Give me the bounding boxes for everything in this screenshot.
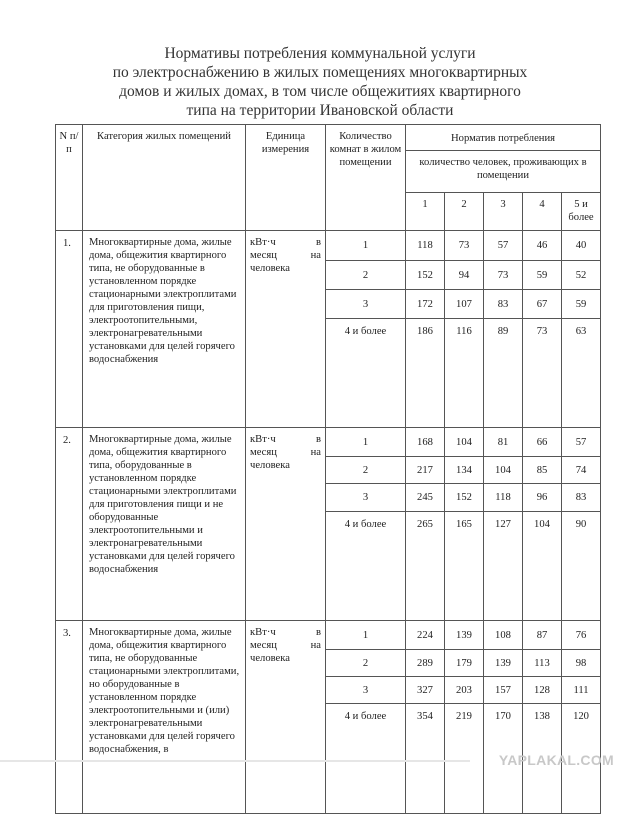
norm-value: 87 (523, 621, 562, 650)
unit-cell (246, 231, 326, 428)
rooms-cell: 3 (326, 484, 406, 512)
rooms-cell: 2 (326, 457, 406, 484)
norm-value: 289 (406, 650, 445, 677)
table-row (56, 621, 601, 650)
rooms-cell: 2 (326, 650, 406, 677)
document-title (0, 44, 640, 120)
unit-word: на (310, 250, 321, 261)
norm-value: 120 (562, 704, 601, 814)
rooms-cell: 4 и более (326, 319, 406, 428)
norm-value: 203 (445, 677, 484, 704)
norm-value: 76 (562, 621, 601, 650)
unit-word: на (310, 640, 321, 651)
norm-value: 104 (523, 512, 562, 621)
unit-word: месяц (250, 640, 277, 651)
rooms-cell: 4 и более (326, 704, 406, 814)
header-col: 3 (484, 193, 523, 231)
norm-value: 118 (406, 231, 445, 261)
norm-value: 74 (562, 457, 601, 484)
unit-word: в (315, 237, 321, 248)
category-cell: Многоквартирные дома, жилые дома, общежития квартирного типа, не оборудованные стационарными электроплитами, но оборудованные в установленном порядке электроотопительными и (или) электронагревательными установками для целей горячего водоснабжения, в (83, 621, 246, 814)
watermark-rule (0, 760, 470, 762)
norm-value: 152 (445, 484, 484, 512)
norm-value: 89 (484, 319, 523, 428)
unit-word: на (310, 447, 321, 458)
norm-value: 245 (406, 484, 445, 512)
title-line: типа на территории Ивановской области (186, 102, 454, 119)
unit-cell (246, 428, 326, 621)
norm-value: 134 (445, 457, 484, 484)
norm-value: 73 (445, 231, 484, 261)
norm-value: 172 (406, 290, 445, 319)
unit-word: человека (250, 263, 290, 274)
norm-value: 52 (562, 261, 601, 290)
norm-value: 138 (523, 704, 562, 814)
title-line: Нормативы потребления коммунальной услуги (164, 45, 476, 62)
norm-value: 104 (445, 428, 484, 457)
header-unit: Единица измерения (246, 125, 326, 231)
title-line: домов и жилых домах, в том числе общежитиях квартирного (119, 83, 521, 100)
norm-value: 165 (445, 512, 484, 621)
watermark: YAPLAKAL.COM (498, 752, 614, 768)
category-cell: Многоквартирные дома, жилые дома, общежития квартирного типа, не оборудованные в установленном порядке стационарными электроплитами для приготовления пищи, электроотопительными, электронагревательными установками для целей горячего водоснабжения (83, 231, 246, 428)
unit-word: кВт·ч (250, 434, 276, 445)
header-norm: Норматив потребления (406, 125, 601, 151)
norm-value: 108 (484, 621, 523, 650)
norm-value: 83 (562, 484, 601, 512)
norm-value: 139 (445, 621, 484, 650)
norm-value: 40 (562, 231, 601, 261)
norm-value: 354 (406, 704, 445, 814)
unit-text (250, 433, 321, 472)
title-line: по электроснабжению в жилых помещениях многоквартирных (112, 64, 528, 81)
norm-value: 59 (562, 290, 601, 319)
norm-value: 186 (406, 319, 445, 428)
row-number: 3. (56, 621, 83, 814)
norm-value: 94 (445, 261, 484, 290)
unit-word: человека (250, 460, 290, 471)
unit-cell (246, 621, 326, 814)
norm-value: 63 (562, 319, 601, 428)
header-category: Категория жилых помещений (83, 125, 246, 231)
norm-value: 118 (484, 484, 523, 512)
norm-value: 85 (523, 457, 562, 484)
header-row (56, 125, 601, 151)
unit-word: месяц (250, 250, 277, 261)
header-col: 2 (445, 193, 484, 231)
norm-value: 81 (484, 428, 523, 457)
header-persons: количество человек, проживающих в помещении (406, 151, 601, 193)
norm-value: 57 (484, 231, 523, 261)
norm-value: 57 (562, 428, 601, 457)
norm-value: 90 (562, 512, 601, 621)
norm-value: 217 (406, 457, 445, 484)
rooms-cell: 1 (326, 428, 406, 457)
unit-word: кВт·ч (250, 627, 276, 638)
norm-value: 98 (562, 650, 601, 677)
rooms-cell: 1 (326, 231, 406, 261)
header-col: 4 (523, 193, 562, 231)
norm-value: 83 (484, 290, 523, 319)
row-number: 2. (56, 428, 83, 621)
norm-value: 73 (484, 261, 523, 290)
rooms-cell: 3 (326, 290, 406, 319)
norms-table (55, 124, 601, 814)
norm-value: 265 (406, 512, 445, 621)
norm-value: 67 (523, 290, 562, 319)
category-cell: Многоквартирные дома, жилые дома, общежития квартирного типа, оборудованные в установленном порядке стационарными электроплитами для приготовления пищи и не оборудованные электроотопительными и электронагревательными установками для целей горячего водоснабжения (83, 428, 246, 621)
header-col: 1 (406, 193, 445, 231)
norm-value: 107 (445, 290, 484, 319)
norm-value: 73 (523, 319, 562, 428)
rooms-cell: 3 (326, 677, 406, 704)
header-num: N п/п (56, 125, 83, 231)
norm-value: 170 (484, 704, 523, 814)
rooms-cell: 4 и более (326, 512, 406, 621)
norm-value: 168 (406, 428, 445, 457)
unit-word: в (315, 434, 321, 445)
norm-value: 46 (523, 231, 562, 261)
unit-text (250, 626, 321, 665)
norm-value: 224 (406, 621, 445, 650)
norm-value: 128 (523, 677, 562, 704)
norm-value: 327 (406, 677, 445, 704)
unit-word: месяц (250, 447, 277, 458)
unit-word: кВт·ч (250, 237, 276, 248)
norm-value: 116 (445, 319, 484, 428)
row-number: 1. (56, 231, 83, 428)
norm-value: 104 (484, 457, 523, 484)
unit-word: человека (250, 653, 290, 664)
rooms-cell: 1 (326, 621, 406, 650)
header-rooms: Количество комнат в жилом помещении (326, 125, 406, 231)
norm-value: 113 (523, 650, 562, 677)
norm-value: 139 (484, 650, 523, 677)
norm-value: 59 (523, 261, 562, 290)
norm-value: 179 (445, 650, 484, 677)
unit-text (250, 236, 321, 275)
norm-value: 96 (523, 484, 562, 512)
unit-word: в (315, 627, 321, 638)
norm-value: 127 (484, 512, 523, 621)
norm-value: 66 (523, 428, 562, 457)
norm-value: 111 (562, 677, 601, 704)
table-row (56, 428, 601, 457)
rooms-cell: 2 (326, 261, 406, 290)
norm-value: 157 (484, 677, 523, 704)
norm-value: 152 (406, 261, 445, 290)
table-row (56, 231, 601, 261)
norm-value: 219 (445, 704, 484, 814)
header-col: 5 и более (562, 193, 601, 231)
